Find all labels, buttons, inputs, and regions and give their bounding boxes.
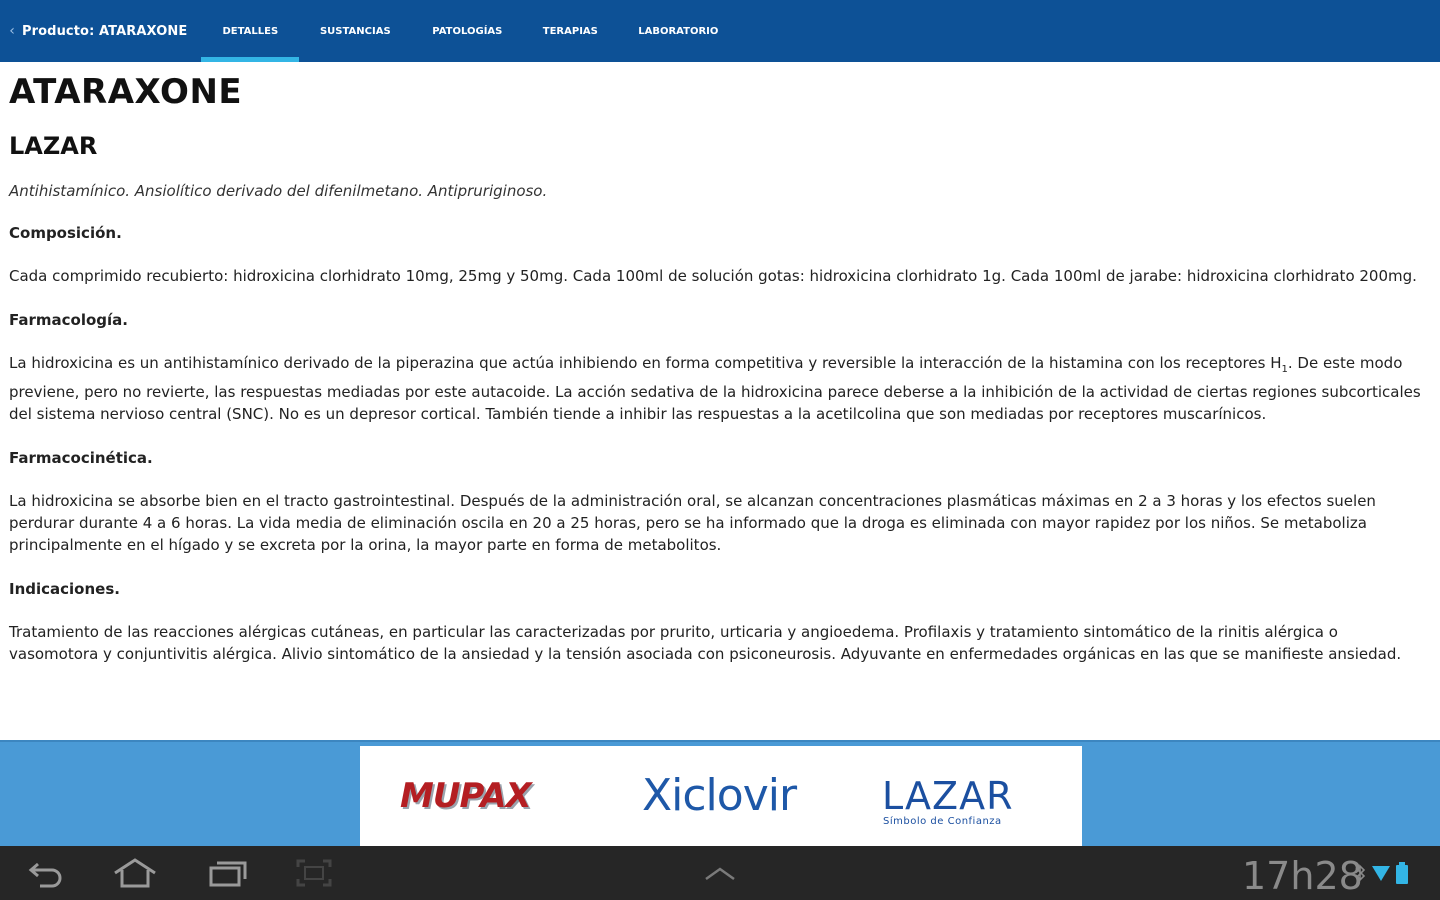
status-clock[interactable]: 17h28 [1242, 854, 1363, 898]
brand-xiclovir-logo[interactable]: Xiclovir [642, 770, 797, 821]
product-detail-body [0, 62, 1440, 665]
ad-bar [0, 740, 1440, 846]
brand-lazar-tagline: Símbolo de Confianza [883, 816, 1002, 827]
action-bar [0, 0, 1440, 62]
farmacologia-text-part-2: . De este modo previene, pero no revierte, las respuestas mediadas por este autacoide. La acción sedativa de la hidroxicina parece deberse a la inhibición de la actividad de ciertas regiones subcorticales del sistema nervioso central (SNC). No es un depresor cortical. También tiende a inhibir las respuestas a la acetilcolina que son mediadas por receptores muscarínicos. [9, 354, 1421, 423]
tab-patologias[interactable]: PATOLOGÍAS [432, 25, 503, 37]
product-name: ATARAXONE [9, 72, 243, 112]
system-navigation-bar [0, 846, 1440, 900]
up-chevron-icon[interactable] [698, 854, 742, 892]
section-body-farmacologia [9, 352, 1426, 425]
section-heading-indicaciones: Indicaciones. [9, 580, 120, 598]
tab-terapias[interactable]: TERAPIAS [542, 25, 598, 37]
brand-mupax-logo[interactable]: MUPAX [400, 776, 531, 816]
section-body-farmacocinetica: La hidroxicina se absorbe bien en el tracto gastrointestinal. Después de la administración oral, se alcanzan concentraciones plasmáticas máximas en 2 a 3 horas y los efectos suelen perdurar durante 4 a 6 horas. La vida media de eliminación oscila en 20 a 25 horas, pero se ha informado que la droga es eliminada con mayor rapidez por los niños. Se metaboliza principalmente en el hígado y se excreta por la orina, la mayor parte en forma de metabolitos. [9, 492, 1376, 554]
recent-apps-icon[interactable] [204, 854, 250, 892]
screenshot-icon[interactable] [292, 854, 336, 892]
home-icon[interactable] [110, 854, 160, 892]
section-heading-composicion: Composición. [9, 224, 122, 242]
status-icons[interactable] [1354, 862, 1408, 884]
product-classification: Antihistamínico. Ansiolítico derivado del difenilmetano. Antipruriginoso. [9, 182, 548, 200]
laboratory-name: LAZAR [9, 132, 98, 160]
product-detail-scroll[interactable] [0, 62, 1440, 740]
wifi-icon [1372, 864, 1390, 882]
bluetooth-icon [1354, 862, 1366, 884]
battery-icon [1396, 862, 1408, 884]
up-navigation-chevron-icon[interactable]: ‹ [9, 23, 15, 39]
tab-sustancias[interactable]: SUSTANCIAS [319, 25, 391, 37]
tab-detalles[interactable]: DETALLES [201, 0, 299, 62]
brand-lazar-logo[interactable]: LAZAR [882, 774, 1014, 818]
app-title[interactable]: Producto: ATARAXONE [22, 23, 188, 39]
farmacologia-text-part-1: La hidroxicina es un antihistamínico derivado de la piperazina que actúa inhibiendo en forma competitiva y reversible la interacción de la histamina con los receptores H [9, 354, 1282, 372]
section-body-composicion: Cada comprimido recubierto: hidroxicina clorhidrato 10mg, 25mg y 50mg. Cada 100ml de solución gotas: hidroxicina clorhidrato 1g. Cada 100ml de jarabe: hidroxicina clorhidrato 200mg. [9, 267, 1417, 285]
section-heading-farmacologia: Farmacología. [9, 311, 128, 329]
ad-banner[interactable] [360, 746, 1082, 846]
section-heading-farmacocinetica: Farmacocinética. [9, 449, 153, 467]
back-icon[interactable] [24, 854, 68, 892]
section-body-indicaciones: Tratamiento de las reacciones alérgicas cutáneas, en particular las caracterizadas por prurito, urticaria y angioedema. Profilaxis y tratamiento sintomático de la rinitis alérgica o vasomotora y conjuntivitis alérgica. Alivio sintomático de la ansiedad y la tensión asociada con psiconeurosis. Adyuvante en enfermedades orgánicas en las que se manifieste ansiedad. [9, 623, 1402, 663]
receptor-subscript: 1 [1281, 364, 1288, 375]
tab-laboratorio[interactable]: LABORATORIO [638, 25, 719, 37]
